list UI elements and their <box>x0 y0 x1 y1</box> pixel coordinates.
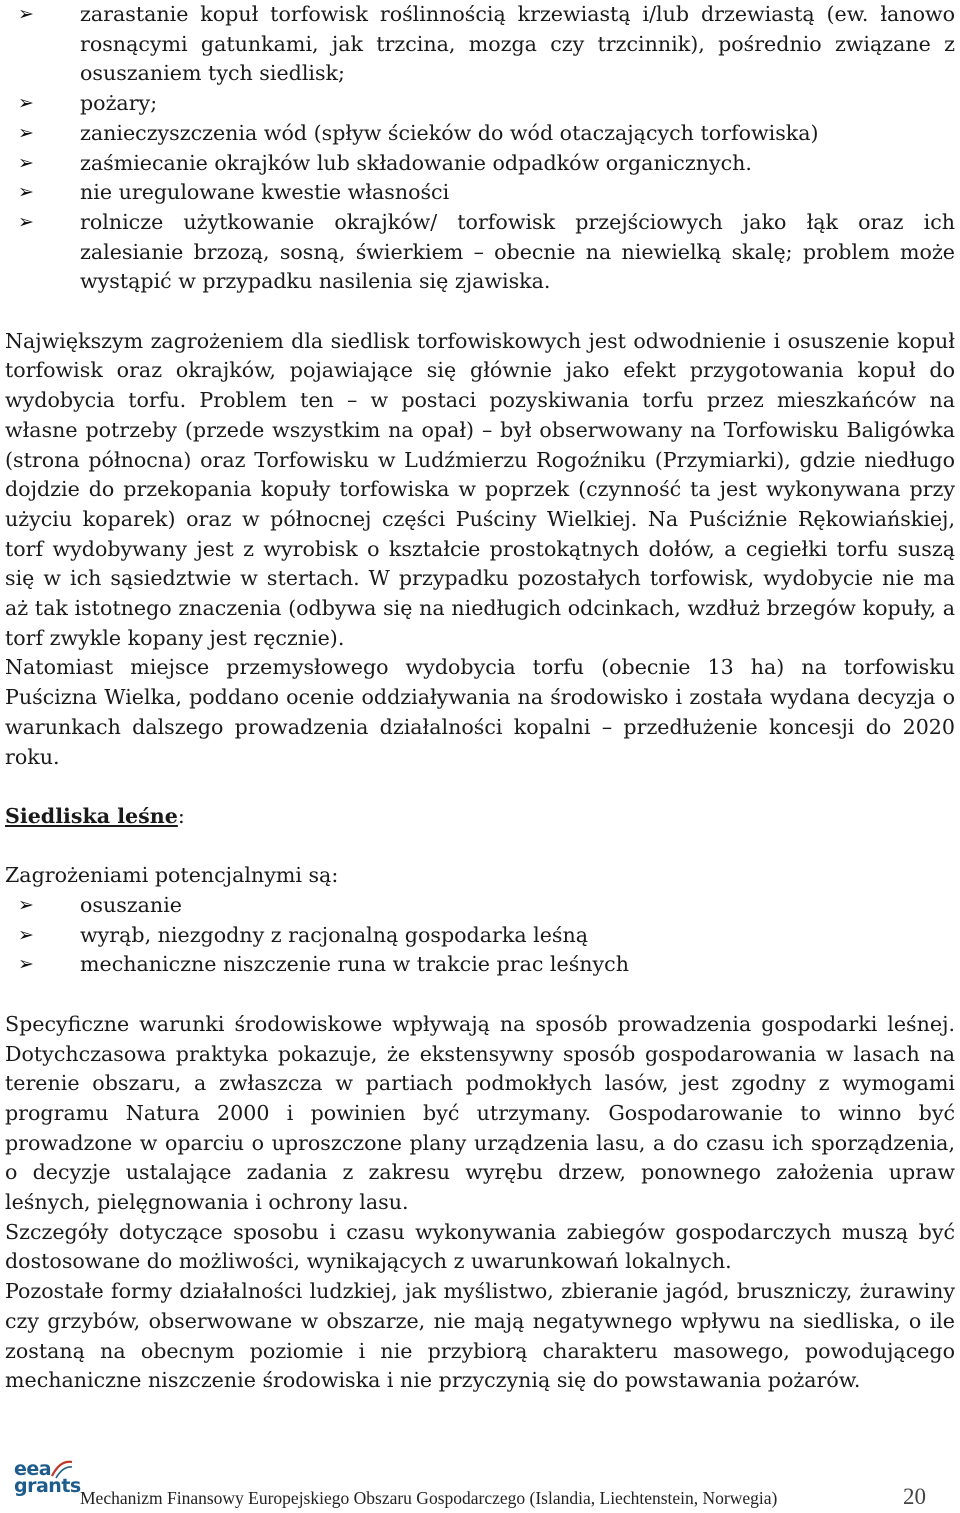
arrow-bullet-icon: ➢ <box>18 953 34 976</box>
paragraph: Szczegóły dotyczące sposobu i czasu wykonywania zabiegów gospodarczych muszą być dostosowane do możliwości, wynikających z uwarunkowań lokalnych. <box>5 1219 955 1274</box>
arrow-bullet-icon: ➢ <box>18 923 34 946</box>
eea-grants-logo: eea grants <box>14 1458 81 1497</box>
list-item: ➢ wyrąb, niezgodny z racjonalną gospodarka leśną <box>5 921 955 951</box>
list-item: ➢ pożary; <box>5 89 955 119</box>
page-footer <box>0 1452 960 1513</box>
arrow-bullet-icon: ➢ <box>18 3 34 25</box>
arrow-bullet-icon: ➢ <box>18 121 34 144</box>
paragraph: Największym zagrożeniem dla siedlisk torfowiskowych jest odwodnienie i osuszenie kopuł torfowisk oraz okrajków, pojawiające się głównie jako efekt przygotowania kopuł do wydobycia torfu. Problem ten – w postaci pozyskiwania torfu przez mieszkańców na własne potrzeby (przede wszystkim na opał) – był obserwowany na Torfowisku Baligówka (strona północna) oraz Torfowisku w Ludźmierzu Rogoźniku (Przymiarki), gdzie niedługo dojdzie do przekopania kopuły torfowiska w poprzek (czynność ta jest wykonywana przy użyciu koparek) oraz w północnej części Puściny Wielkiej. Na Puściźnie Rękowiańskiej, torf wydobywany jest z wyrobisk o kształcie prostokątnych dołów, a cegiełki torfu suszą się w ich sąsiedztwie w stertach. W przypadku pozostałych torfowisk, wydobycie nie ma aż tak istotnego znaczenia (odbywa się na niedługich odcinkach, wzdłuż brzegów kopuły, a torf zwykle kopany jest ręcznie). <box>5 328 955 650</box>
paragraph: Natomiast miejsce przemysłowego wydobycia torfu (obecnie 13 ha) na torfowisku Puścizna Wielka, poddano ocenie oddziaływania na środowisko i została wydana decyzja o warunkach dalszego prowadzenia działalności kopalni – przedłużenie koncesji do 2020 roku. <box>5 655 955 769</box>
arrow-bullet-icon: ➢ <box>18 210 34 233</box>
paragraph: Specyficzne warunki środowiskowe wpływają na sposób prowadzenia gospodarki leśnej. Dotychczasowa praktyka pokazuje, że ekstensywny sposób gospodarowania w lasach na terenie obszaru, a zwłaszcza w partiach podmokłych lasów, jest zgodny z wymogami programu Natura 2000 i powinien być utrzymany. Gospodarowanie to winno być prowadzone w oparciu o uproszczone plany urządzenia lasu, a do czasu ich sporządzenia, o decyzje ustalające zadania z zakresu wyrębu drzew, ponownego założenia upraw leśnych, pielęgnowania i ochrony lasu. <box>5 1011 955 1215</box>
paragraph: Pozostałe formy działalności ludzkiej, jak myślistwo, zbieranie jagód, bruszniczy, żurawiny czy grzybów, obserwowane w obszarze, nie mają negatywnego wpływu na siedliska, o ile zostaną na obecnym poziomie i nie przybiorą charakteru masowego, powodującego mechaniczne niszczenie środowiska i nie przyczynią się do powstawania pożarów. <box>5 1279 955 1393</box>
threat-list-peatland <box>5 0 955 297</box>
list-item: ➢ zanieczyszczenia wód (spływ ścieków do wód otaczających torfowiska) <box>5 119 955 149</box>
arrow-bullet-icon: ➢ <box>18 181 34 204</box>
list-item: ➢ zaśmiecanie okrajków lub składowanie odpadków organicznych. <box>5 149 955 179</box>
list-intro: Zagrożeniami potencjalnymi są: <box>5 863 339 888</box>
list-item: ➢ nie uregulowane kwestie własności <box>5 178 955 208</box>
list-item: ➢ mechaniczne niszczenie runa w trakcie prac leśnych <box>5 950 955 980</box>
logo-swoosh-icon <box>50 1458 74 1480</box>
list-item: ➢ rolnicze użytkowanie okrajków/ torfowisk przejściowych jako łąk oraz ich zalesianie brzozą, sosną, świerkiem – obecnie na niewielką skalę; problem może wystąpić w przypadku nasilenia się zjawiska. <box>18 209 955 294</box>
document-page <box>5 0 955 1396</box>
list-item: ➢ zarastanie kopuł torfowisk roślinnością krzewiastą i/lub drzewiastą (ew. łanowo rosnącymi gatunkami, jak trzcina, mozga czy trzcinnik), pośrednio związane z osuszaniem tych siedlisk; <box>18 2 955 86</box>
arrow-bullet-icon: ➢ <box>18 151 34 174</box>
list-item: ➢ osuszanie <box>5 891 955 921</box>
arrow-bullet-icon: ➢ <box>18 92 34 115</box>
threat-list-forest <box>5 891 955 980</box>
section-heading: Siedliska leśne: <box>5 803 185 828</box>
footer-text: Mechanizm Finansowy Europejskiego Obszaru Gospodarczego (Islandia, Liechtenstein, Norwegia) <box>80 1488 778 1508</box>
page-number: 20 <box>903 1484 926 1509</box>
arrow-bullet-icon: ➢ <box>18 894 34 917</box>
